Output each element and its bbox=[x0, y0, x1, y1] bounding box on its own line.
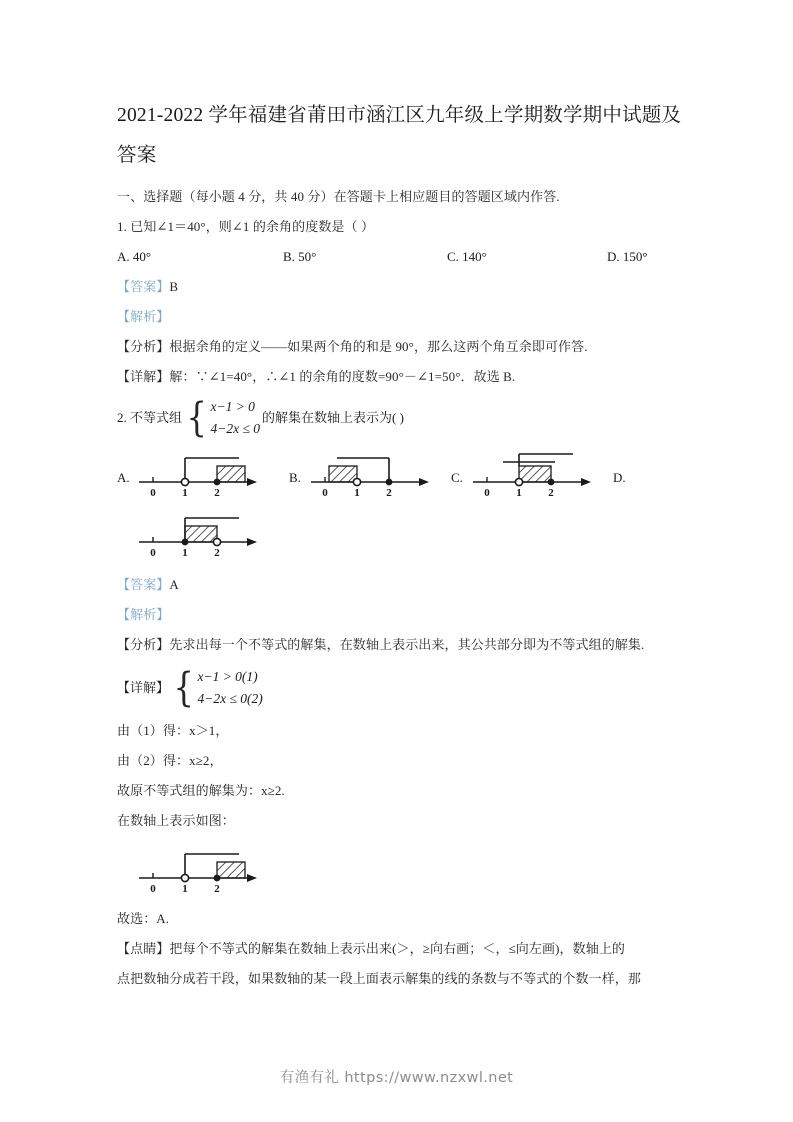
svg-text:1: 1 bbox=[182, 547, 188, 558]
answer-label: 【答案】 bbox=[117, 577, 170, 592]
question-2-answer bbox=[117, 570, 683, 600]
question-2-step-2: 由（2）得：x≥2， bbox=[117, 753, 223, 768]
numberline-option-c[interactable] bbox=[469, 446, 594, 498]
svg-text:2: 2 bbox=[214, 487, 220, 498]
svg-text:1: 1 bbox=[516, 487, 522, 498]
q2-option-c-label[interactable]: C. bbox=[451, 470, 463, 485]
svg-text:0: 0 bbox=[150, 883, 156, 894]
question-1-stem: 1. 已知∠1＝40°，则∠1 的余角的度数是（ ） bbox=[117, 219, 375, 234]
question-1-analysis: 【分析】根据余角的定义——如果两个角的和是 90°，那么这两个角互余即可作答. bbox=[117, 339, 588, 354]
question-2-solution-figure bbox=[117, 842, 683, 900]
question-1-options bbox=[117, 242, 683, 272]
page-title: 2021-2022 学年福建省莆田市涵江区九年级上学期数学期中试题及答案 bbox=[117, 105, 682, 166]
q2-option-a-label[interactable]: A. bbox=[117, 470, 130, 485]
svg-text:0: 0 bbox=[322, 487, 328, 498]
question-2-options-row-1 bbox=[117, 446, 683, 504]
question-2-highlight-line-2: 点把数轴分成若干段，如果数轴的某一段上面表示解集的线的条数与不等式的个数一样，那 bbox=[117, 971, 642, 986]
footer-watermark: 有渔有礼 https://www.nzxwl.net bbox=[279, 1070, 514, 1086]
question-2-step-1: 由（1）得：x＞1， bbox=[117, 723, 229, 738]
question-2-highlight-line-1: 【点睛】把每个不等式的解集在数轴上表示出来(＞，≥向右画；＜，≤向左画)，数轴上的 bbox=[117, 941, 626, 956]
q2-system-line-1: x−1 > 0 bbox=[210, 399, 255, 414]
left-brace-icon: { bbox=[186, 395, 207, 441]
document-content bbox=[117, 96, 683, 994]
svg-text:2: 2 bbox=[548, 487, 554, 498]
question-1-detail: 【详解】解：∵∠1=40°，∴∠1 的余角的度数=90°－∠1=50°．故选 B. bbox=[117, 369, 516, 384]
question-2-step-4: 在数轴上表示如图： bbox=[117, 813, 235, 828]
q1-option-c[interactable]: C. 140° bbox=[447, 249, 487, 264]
svg-text:2: 2 bbox=[386, 487, 392, 498]
q2-detail-label: 【详解】 bbox=[117, 680, 170, 695]
q2-detail-line-1: x−1 > 0(1) bbox=[197, 669, 258, 684]
question-1-answer bbox=[117, 272, 683, 302]
svg-text:0: 0 bbox=[484, 487, 490, 498]
answer-label: 【答案】 bbox=[117, 279, 170, 294]
q2-detail-inequality-system bbox=[171, 666, 263, 710]
q2-stem-prefix: 2. 不等式组 bbox=[117, 410, 183, 425]
q1-option-d[interactable]: D. 150° bbox=[607, 249, 648, 264]
q1-option-a[interactable]: A. 40° bbox=[117, 249, 152, 264]
svg-text:0: 0 bbox=[150, 487, 156, 498]
svg-text:0: 0 bbox=[150, 547, 156, 558]
svg-text:2: 2 bbox=[214, 547, 220, 558]
question-1-explain-label: 【解析】 bbox=[117, 309, 170, 324]
q1-option-b[interactable]: B. 50° bbox=[283, 249, 317, 264]
answer-value: A bbox=[169, 577, 179, 592]
question-2-options-row-2 bbox=[117, 506, 683, 566]
numberline-option-a[interactable] bbox=[135, 446, 260, 498]
svg-text:1: 1 bbox=[354, 487, 360, 498]
question-2-explain-label: 【解析】 bbox=[117, 607, 170, 622]
svg-text:1: 1 bbox=[182, 883, 188, 894]
q2-inequality-system bbox=[184, 396, 260, 440]
svg-text:1: 1 bbox=[182, 487, 188, 498]
section-heading: 一、选择题（每小题 4 分，共 40 分）在答题卡上相应题目的答题区域内作答. bbox=[117, 189, 560, 204]
q2-detail-line-2: 4−2x ≤ 0(2) bbox=[197, 691, 263, 706]
question-2-analysis: 【分析】先求出每一个不等式的解集，在数轴上表示出来，其公共部分即为不等式组的解集. bbox=[117, 637, 645, 652]
numberline-solution bbox=[135, 842, 260, 894]
q2-option-d-label[interactable]: D. bbox=[613, 470, 626, 485]
q2-system-line-2: 4−2x ≤ 0 bbox=[210, 421, 260, 436]
q2-option-b-label[interactable]: B. bbox=[289, 470, 301, 485]
question-2-stem bbox=[117, 396, 683, 440]
q2-stem-suffix: 的解集在数轴上表示为( ) bbox=[261, 410, 404, 425]
question-2-detail-system bbox=[117, 666, 683, 710]
left-brace-icon: { bbox=[173, 665, 194, 711]
answer-value: B bbox=[169, 279, 179, 294]
question-2-conclusion: 故选：A. bbox=[117, 911, 170, 926]
numberline-option-b[interactable] bbox=[307, 446, 432, 498]
question-2-step-3: 故原不等式组的解集为：x≥2. bbox=[117, 783, 285, 798]
svg-text:2: 2 bbox=[214, 883, 220, 894]
numberline-option-d[interactable] bbox=[135, 506, 260, 558]
